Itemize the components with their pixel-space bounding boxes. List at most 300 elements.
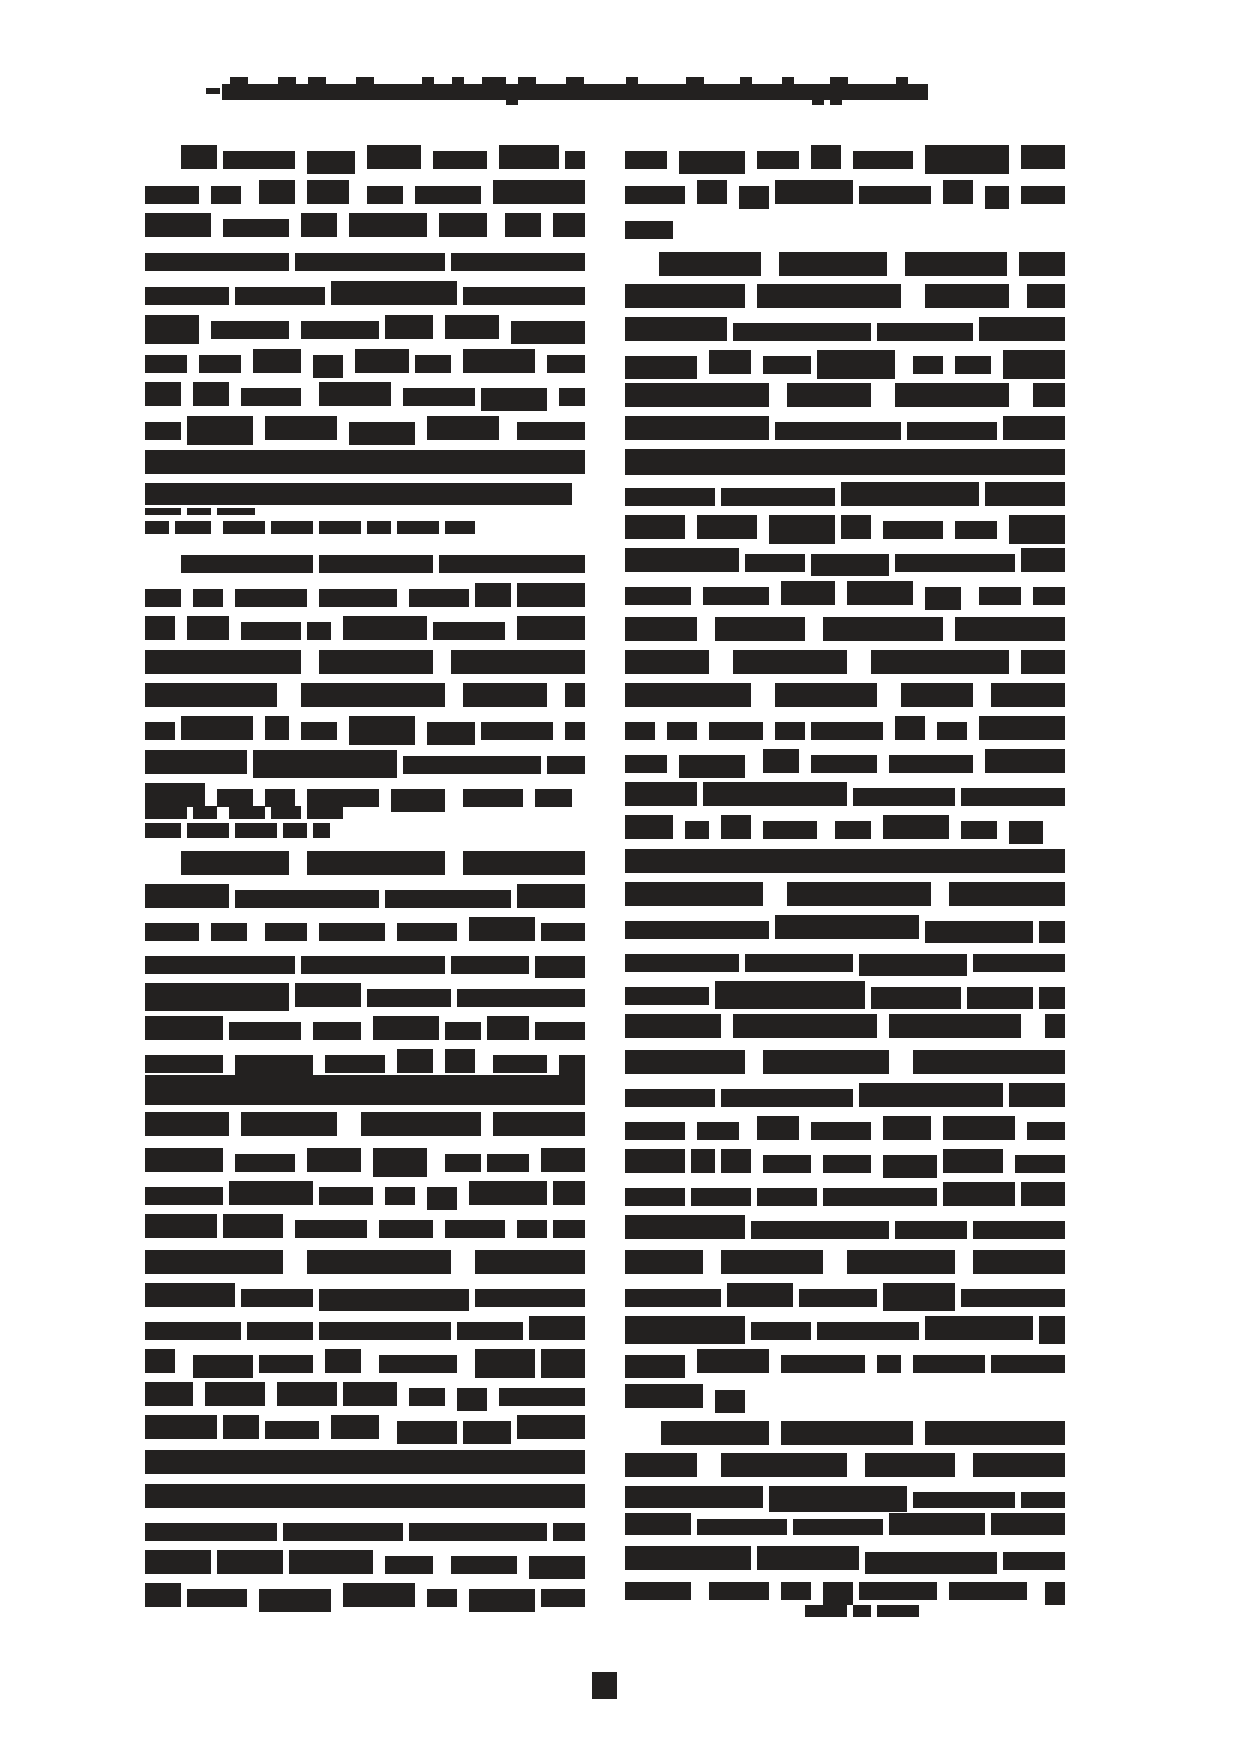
word-blob [241, 1112, 337, 1136]
word-blob [913, 356, 943, 374]
text-line [145, 213, 585, 237]
word-blob [1021, 1492, 1065, 1508]
word-blob [547, 756, 585, 774]
text-line [145, 950, 585, 974]
word-blob [439, 213, 487, 237]
word-blob [187, 508, 211, 515]
word-blob [235, 589, 307, 607]
word-blob [661, 1421, 769, 1445]
word-blob [625, 1582, 691, 1600]
word-blob [775, 722, 805, 740]
word-blob [889, 755, 973, 773]
word-blob [469, 1589, 535, 1612]
word-blob [1033, 587, 1065, 605]
word-blob [757, 284, 901, 308]
word-blob [715, 1390, 745, 1413]
word-blob [319, 1289, 469, 1311]
word-blob [307, 851, 445, 875]
word-blob [427, 1187, 457, 1210]
word-blob [145, 1415, 217, 1439]
word-blob [745, 954, 853, 972]
word-blob [1033, 383, 1065, 407]
word-blob [397, 521, 439, 534]
word-blob [145, 521, 169, 534]
word-blob [913, 1492, 1015, 1508]
word-blob [811, 755, 877, 773]
word-blob [463, 789, 523, 807]
word-blob [373, 1148, 427, 1177]
word-blob [781, 1355, 865, 1373]
word-blob [703, 782, 847, 806]
word-blob [625, 1316, 745, 1344]
word-blob [721, 488, 835, 506]
word-blob [1045, 1582, 1065, 1605]
text-line [625, 1546, 1065, 1570]
text-line [145, 483, 572, 505]
word-blob [427, 416, 499, 440]
word-blob [445, 521, 475, 534]
word-blob [235, 287, 325, 305]
word-blob [313, 823, 330, 838]
word-blob [625, 650, 709, 674]
word-blob [775, 683, 877, 707]
word-blob [145, 315, 199, 344]
word-blob [307, 1148, 361, 1172]
word-blob [1021, 650, 1065, 674]
word-blob [625, 1546, 751, 1570]
word-blob [625, 488, 715, 506]
word-blob [625, 987, 709, 1005]
word-blob [235, 890, 379, 908]
text-line [625, 581, 1065, 605]
word-blob [625, 284, 745, 308]
word-blob [625, 548, 739, 572]
word-blob [343, 1382, 397, 1406]
word-blob [565, 683, 585, 707]
word-blob [697, 1519, 787, 1535]
text-line [625, 1486, 1065, 1508]
word-blob [145, 1283, 235, 1307]
word-blob [823, 1155, 871, 1173]
text-line [145, 783, 572, 807]
word-blob [193, 1355, 253, 1378]
text-line [625, 683, 1065, 707]
word-blob [733, 323, 871, 341]
word-blob [217, 1550, 283, 1574]
text-line [625, 1316, 1065, 1340]
word-blob [625, 1486, 763, 1508]
word-blob [625, 317, 727, 341]
word-blob [877, 323, 973, 341]
word-blob [763, 749, 799, 773]
word-blob [145, 1075, 585, 1105]
word-blob [349, 422, 415, 445]
word-blob [979, 716, 1065, 740]
text-line [145, 416, 585, 440]
word-blob [307, 622, 331, 640]
word-blob [211, 186, 241, 204]
word-blob [223, 151, 295, 169]
text-line [145, 349, 585, 373]
word-blob [145, 1016, 223, 1040]
word-blob [301, 213, 337, 237]
text-line [145, 450, 585, 474]
word-blob [253, 750, 397, 778]
word-blob [487, 1154, 529, 1172]
word-blob [145, 1349, 175, 1373]
word-blob [697, 1122, 739, 1140]
word-blob [817, 350, 895, 379]
word-blob [223, 1415, 259, 1439]
word-blob [1009, 515, 1065, 544]
word-blob [625, 1215, 745, 1239]
word-blob [295, 253, 445, 271]
word-blob [859, 1582, 937, 1600]
text-line [145, 1484, 585, 1508]
word-blob [853, 151, 913, 169]
word-blob [811, 145, 841, 169]
word-blob [883, 1155, 937, 1178]
word-blob [193, 382, 229, 406]
word-blob [463, 683, 547, 707]
word-blob [361, 1112, 481, 1136]
word-blob [805, 1605, 847, 1617]
text-line [625, 1349, 1065, 1373]
word-blob [319, 923, 385, 941]
word-blob [145, 1187, 223, 1205]
word-blob [319, 589, 397, 607]
word-blob [565, 151, 585, 169]
word-blob [949, 1582, 1027, 1600]
word-blob [229, 1022, 301, 1040]
word-blob [367, 521, 391, 534]
word-blob [529, 1316, 585, 1340]
word-blob [409, 589, 469, 607]
word-blob [865, 1453, 955, 1477]
word-blob [871, 987, 961, 1009]
word-blob [145, 382, 181, 406]
word-blob [145, 683, 277, 707]
word-blob [295, 983, 361, 1007]
word-blob [733, 650, 847, 674]
text-line [625, 548, 1065, 572]
text-line [625, 449, 1065, 475]
word-blob [145, 650, 301, 674]
word-blob [319, 382, 391, 406]
word-blob [769, 1486, 907, 1512]
word-blob [445, 1049, 475, 1073]
word-blob [799, 1289, 877, 1307]
word-blob [241, 622, 301, 640]
word-blob [487, 1016, 529, 1040]
text-line [625, 1283, 1065, 1307]
word-blob [145, 355, 187, 373]
word-blob [145, 1523, 277, 1541]
word-blob [793, 1519, 883, 1535]
word-blob [331, 281, 457, 305]
word-blob [1027, 1122, 1065, 1140]
word-blob [679, 151, 745, 174]
word-blob [349, 716, 415, 745]
word-blob [697, 1349, 769, 1373]
word-blob [145, 213, 211, 237]
word-blob [757, 1116, 799, 1140]
text-line [625, 1083, 1065, 1107]
word-blob [265, 716, 289, 740]
word-blob [301, 956, 445, 974]
word-blob [823, 1582, 853, 1605]
word-blob [889, 1014, 1021, 1038]
text-line [805, 1605, 924, 1617]
word-blob [625, 383, 769, 407]
word-blob [505, 213, 541, 237]
word-blob [145, 483, 572, 505]
text-column-right [625, 0, 1065, 1754]
word-blob [445, 315, 499, 339]
word-blob [385, 1556, 433, 1574]
word-blob [397, 1049, 433, 1073]
word-blob [625, 815, 673, 839]
word-blob [307, 180, 349, 204]
word-blob [319, 650, 433, 674]
word-blob [1015, 1155, 1065, 1173]
word-blob [307, 806, 343, 819]
word-blob [721, 815, 751, 839]
text-line [145, 1450, 585, 1474]
word-blob [625, 1355, 685, 1378]
text-line [625, 1116, 1065, 1140]
word-blob [145, 1148, 223, 1172]
word-blob [1021, 145, 1065, 169]
word-blob [229, 806, 265, 819]
text-line [625, 1453, 1065, 1477]
text-line [625, 515, 1065, 539]
word-blob [685, 821, 709, 839]
word-blob [145, 1484, 585, 1508]
text-line [145, 917, 585, 941]
text-line [145, 806, 347, 819]
word-blob [535, 956, 585, 978]
word-blob [451, 1556, 517, 1574]
text-line [625, 981, 1065, 1005]
word-blob [229, 1181, 313, 1205]
text-line [145, 1250, 585, 1274]
word-blob [739, 186, 769, 209]
word-blob [451, 253, 585, 271]
word-blob [979, 587, 1021, 605]
word-blob [307, 789, 379, 807]
word-blob [145, 1382, 193, 1406]
text-line [625, 915, 1065, 939]
word-blob [301, 683, 445, 707]
word-blob [241, 388, 301, 406]
word-blob [265, 416, 337, 440]
word-blob [403, 388, 475, 406]
word-blob [433, 622, 505, 640]
word-blob [955, 356, 991, 374]
text-line [625, 215, 687, 239]
text-line [181, 851, 585, 875]
text-line [625, 1384, 775, 1408]
word-blob [1039, 1316, 1065, 1344]
word-blob [1009, 821, 1043, 844]
word-blob [925, 1421, 1065, 1445]
word-blob [925, 587, 961, 610]
word-blob [883, 521, 943, 539]
word-blob [145, 783, 205, 807]
word-blob [895, 554, 1015, 572]
word-blob [901, 683, 973, 707]
word-blob [535, 789, 572, 807]
word-blob [781, 1582, 811, 1600]
word-blob [475, 1250, 585, 1274]
word-blob [517, 884, 585, 908]
word-blob [541, 1148, 585, 1172]
word-blob [517, 1220, 547, 1238]
word-blob [145, 983, 289, 1011]
word-blob [301, 321, 379, 339]
word-blob [659, 252, 761, 276]
word-blob [991, 683, 1065, 707]
text-line [145, 750, 585, 774]
word-blob [145, 1112, 229, 1136]
word-blob [961, 821, 997, 839]
word-blob [145, 722, 175, 740]
word-blob [991, 1355, 1065, 1373]
text-line [145, 650, 585, 674]
word-blob [481, 722, 553, 740]
word-blob [559, 388, 585, 406]
text-line [145, 616, 585, 640]
word-blob [463, 851, 585, 875]
word-blob [625, 782, 697, 806]
word-blob [379, 1355, 457, 1373]
word-blob [709, 722, 763, 740]
word-blob [457, 1388, 487, 1411]
text-line [625, 849, 1065, 873]
word-blob [259, 1589, 331, 1612]
text-line [625, 882, 1065, 906]
word-blob [853, 1605, 871, 1617]
word-blob [445, 1154, 481, 1172]
word-blob [781, 1421, 913, 1445]
word-blob [781, 581, 835, 605]
word-blob [457, 989, 585, 1007]
word-blob [175, 521, 211, 534]
word-blob [757, 151, 799, 169]
word-blob [313, 355, 343, 378]
word-blob [757, 1546, 859, 1570]
text-line [625, 350, 1065, 374]
word-blob [625, 587, 691, 605]
word-blob [625, 416, 769, 440]
word-blob [385, 890, 511, 908]
word-blob [517, 422, 585, 440]
word-blob [1009, 1083, 1065, 1107]
word-blob [865, 1552, 997, 1574]
word-blob [313, 1022, 361, 1040]
word-blob [985, 749, 1065, 773]
word-blob [985, 186, 1009, 209]
word-blob [811, 1122, 871, 1140]
word-blob [775, 422, 901, 440]
word-blob [187, 416, 253, 445]
text-line [145, 247, 585, 271]
word-blob [463, 1421, 511, 1444]
word-blob [667, 722, 697, 740]
text-line [145, 1349, 585, 1373]
word-blob [895, 716, 925, 740]
word-blob [295, 1220, 367, 1238]
word-blob [145, 422, 181, 440]
word-blob [1045, 1014, 1065, 1038]
word-blob [205, 1382, 265, 1406]
word-blob [355, 349, 409, 373]
word-blob [145, 823, 181, 838]
word-blob [259, 180, 295, 204]
word-blob [697, 515, 757, 539]
word-blob [241, 1289, 313, 1307]
word-blob [925, 921, 1033, 943]
word-blob [451, 650, 585, 674]
word-blob [769, 515, 835, 544]
word-blob [271, 521, 313, 534]
word-blob [445, 1220, 505, 1238]
word-blob [985, 482, 1065, 506]
word-blob [325, 1055, 385, 1073]
text-line [625, 1050, 1065, 1074]
word-blob [697, 180, 727, 204]
word-blob [943, 1116, 1015, 1140]
word-blob [625, 356, 697, 379]
word-blob [235, 1154, 295, 1172]
text-line [145, 1517, 585, 1541]
word-blob [967, 987, 1033, 1009]
word-blob [223, 1214, 283, 1238]
word-blob [187, 823, 229, 838]
word-blob [871, 650, 1009, 674]
text-line [659, 252, 1065, 276]
text-line [145, 1316, 585, 1340]
word-blob [847, 1250, 955, 1274]
text-line [145, 884, 585, 908]
word-blob [517, 1415, 585, 1439]
word-blob [841, 482, 979, 506]
word-blob [211, 923, 247, 941]
word-blob [625, 617, 697, 641]
word-blob [733, 1014, 877, 1038]
text-line [145, 1583, 585, 1607]
word-blob [877, 1355, 901, 1373]
word-blob [529, 1556, 585, 1579]
word-blob [247, 1322, 313, 1340]
word-blob [217, 508, 255, 515]
word-blob [625, 186, 685, 204]
word-blob [499, 1388, 585, 1406]
word-blob [289, 1550, 373, 1574]
text-line [145, 1415, 585, 1439]
word-blob [763, 821, 817, 839]
word-blob [691, 1149, 715, 1173]
word-blob [787, 882, 931, 906]
word-blob [409, 1388, 445, 1406]
word-blob [859, 954, 967, 976]
word-blob [787, 383, 871, 407]
text-line [661, 1421, 1065, 1445]
word-blob [145, 508, 181, 515]
word-blob [493, 180, 585, 204]
word-blob [145, 1322, 241, 1340]
